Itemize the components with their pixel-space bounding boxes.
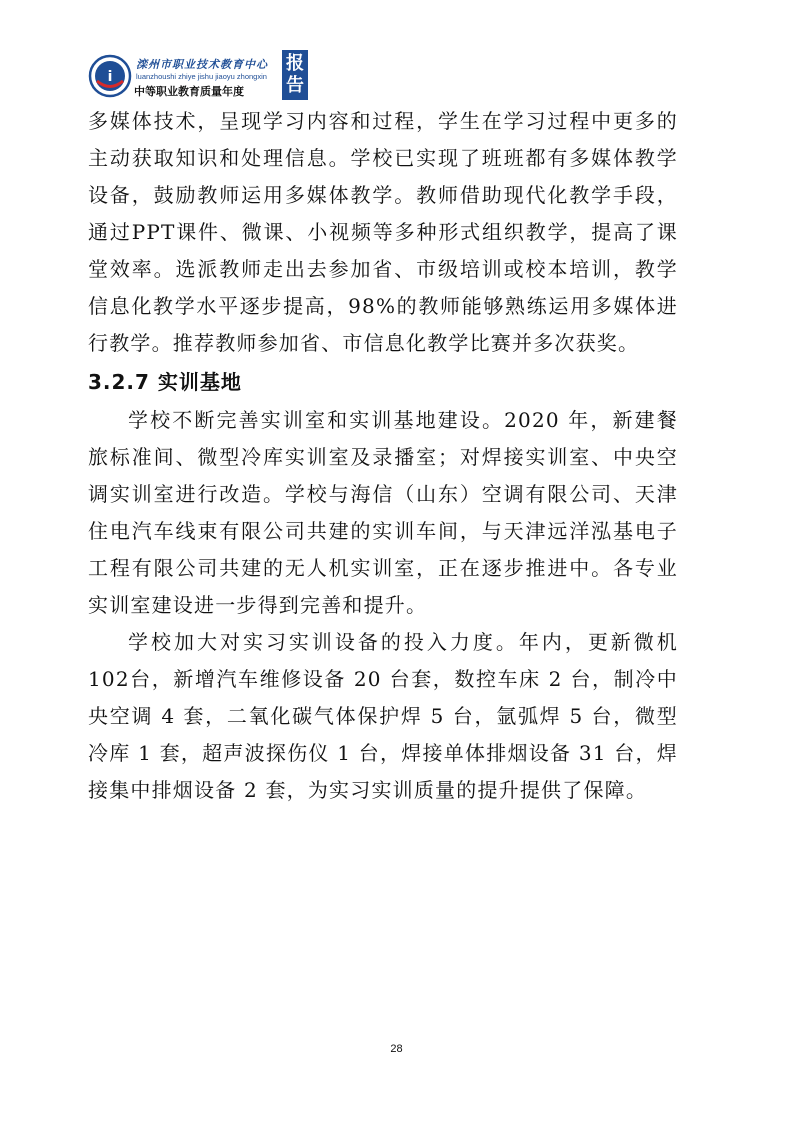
badge-char-top: 报 bbox=[286, 53, 304, 74]
page-number: 28 bbox=[390, 1043, 403, 1055]
paragraph-training-base: 学校不断完善实训室和实训基地建设。2020 年，新建餐旅标准间、微型冷库实训室及录播室；对焊接实训室、中央空调实训室进行改造。学校与海信（山东）空调有限公司、天津住电汽车线束有限公司共建的实训车间，与天津远洋泓基电子工程有限公司共建的无人机实训室，正在逐步推进中。各专业实训室建设进一步得到完善和提升。 bbox=[88, 408, 678, 617]
page-header bbox=[88, 50, 318, 104]
section-heading: 3.2.7 实训基地 bbox=[88, 370, 242, 394]
paragraph-multimedia: 多媒体技术，呈现学习内容和过程，学生在学习过程中更多的主动获取知识和处理信息。学校已实现了班班都有多媒体教学设备，鼓励教师运用多媒体教学。教师借助现代化教学手段，通过PPT课件、微课、小视频等多种形式组织教学，提高了课堂效率。选派教师走出去参加省、市级培训或校本培训，教学信息化教学水平逐步提高，98%的教师能够熟练运用多媒体进行教学。推荐教师参加省、市信息化教学比赛并多次获奖。 bbox=[88, 109, 678, 355]
document-body bbox=[88, 103, 678, 809]
report-title: 中等职业教育质量年度 bbox=[134, 85, 244, 98]
report-badge bbox=[282, 50, 308, 100]
svg-text:i: i bbox=[107, 69, 113, 85]
org-name-cn: 滦州市职业技术教育中心 bbox=[136, 58, 268, 71]
paragraph-equipment: 学校加大对实习实训设备的投入力度。年内，更新微机 102台，新增汽车维修设备 20 台套，数控车床 2 台，制冷中央空调 4 套，二氧化碳气体保护焊 5 台，氩弧焊 5 台，微型冷库 1 套，超声波探伤仪 1 台，焊接单体排烟设备 31 台，焊接集中排烟设备 2 套，为实习实训质量的提升提供了保障。 bbox=[88, 630, 678, 802]
badge-char-bottom: 告 bbox=[286, 75, 304, 96]
org-name-pinyin: luanzhoushi zhiye jishu jiaoyu zhongxin bbox=[136, 72, 267, 81]
school-logo-icon bbox=[88, 54, 132, 98]
